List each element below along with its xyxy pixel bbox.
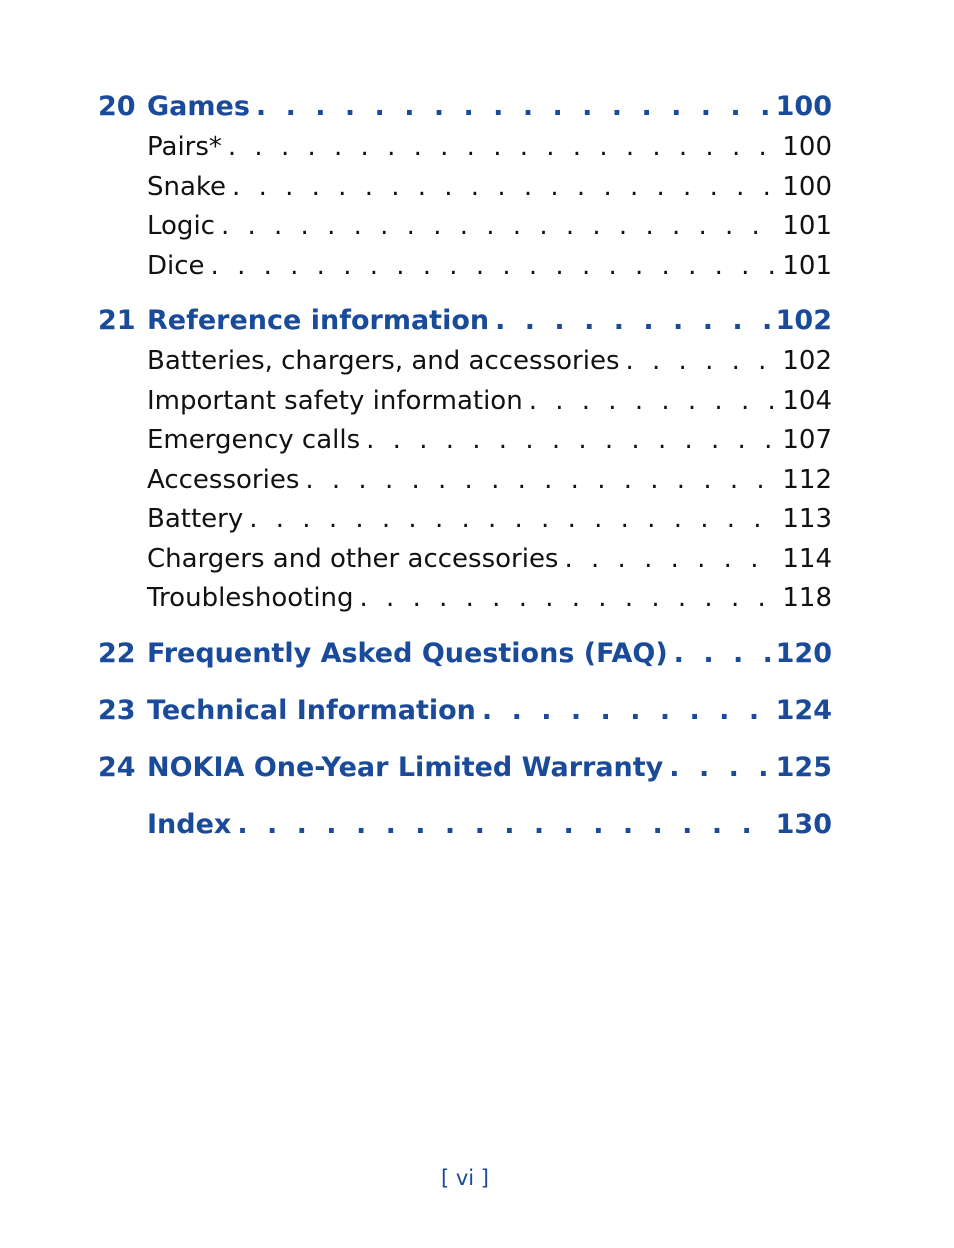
dot-leader <box>366 421 776 461</box>
dot-leader <box>626 342 777 382</box>
page-number: 100 <box>775 91 832 122</box>
dot-leader <box>482 690 770 732</box>
chapter-title: Technical Information <box>147 694 476 726</box>
toc-entry-reference-information[interactable] <box>98 300 832 342</box>
section-title: Snake <box>147 171 227 202</box>
spacer <box>98 619 832 633</box>
dot-leader <box>228 128 776 168</box>
page-number: 120 <box>775 637 832 669</box>
toc-entry-battery[interactable] <box>98 500 832 540</box>
page-footer-number: [ vi ] <box>441 1166 489 1190</box>
toc-entry-chargers-other[interactable] <box>98 540 832 580</box>
dot-leader <box>305 461 776 501</box>
dot-leader <box>669 747 769 789</box>
dot-leader <box>495 300 770 342</box>
dot-leader <box>360 579 777 619</box>
dot-leader <box>529 382 777 422</box>
toc-entry-troubleshooting[interactable] <box>98 579 832 619</box>
toc-entry-logic[interactable] <box>98 207 832 247</box>
toc-entry-games[interactable] <box>98 86 832 128</box>
toc-entry-dice[interactable] <box>98 247 832 287</box>
page-number: 100 <box>782 171 832 202</box>
section-title: Emergency calls <box>147 425 361 455</box>
chapter-number: 20 <box>98 91 136 122</box>
page-number: 130 <box>775 808 832 840</box>
toc-entry-faq[interactable] <box>98 633 832 675</box>
toc-entry-index[interactable] <box>98 804 832 846</box>
toc-entry-technical-information[interactable] <box>98 690 832 732</box>
section-title: Chargers and other accessories <box>147 543 559 574</box>
chapter-number: 23 <box>98 694 136 726</box>
section-title: Dice <box>147 250 205 281</box>
section-title: Pairs* <box>147 132 222 162</box>
chapter-title: NOKIA One-Year Limited Warranty <box>147 751 664 783</box>
page-number: 114 <box>782 543 832 574</box>
dot-leader <box>211 247 777 287</box>
toc-entry-snake[interactable] <box>98 168 832 208</box>
chapter-number: 22 <box>98 637 136 669</box>
toc-entry-emergency-calls[interactable] <box>98 421 832 461</box>
chapter-title: Games <box>147 91 250 122</box>
chapter-title: Frequently Asked Questions (FAQ) <box>147 637 668 669</box>
toc-chapter-20 <box>98 86 832 286</box>
dot-leader <box>674 633 770 675</box>
section-title: Troubleshooting <box>147 583 354 613</box>
section-title: Battery <box>147 504 244 534</box>
toc-entry-accessories[interactable] <box>98 461 832 501</box>
page-number: 104 <box>782 385 832 416</box>
section-title: Batteries, chargers, and accessories <box>147 346 620 376</box>
page-number: 102 <box>775 305 832 336</box>
spacer <box>98 675 832 690</box>
toc-entry-important-safety[interactable] <box>98 382 832 422</box>
dot-leader <box>221 207 776 247</box>
page-number: 100 <box>782 132 832 162</box>
page-number: 118 <box>782 583 832 613</box>
toc-entry-warranty[interactable] <box>98 747 832 789</box>
chapter-number: 24 <box>98 751 136 783</box>
toc-entry-pairs[interactable] <box>98 128 832 168</box>
page-number: 101 <box>782 211 832 241</box>
spacer <box>98 286 832 300</box>
table-of-contents <box>98 86 832 846</box>
spacer <box>98 789 832 804</box>
toc-chapter-21 <box>98 300 832 619</box>
chapter-title: Reference information <box>147 305 490 336</box>
section-title: Important safety information <box>147 385 523 416</box>
page-number: 113 <box>782 504 832 534</box>
dot-leader <box>256 86 770 128</box>
page-number: 125 <box>775 751 832 783</box>
dot-leader <box>232 168 776 208</box>
dot-leader <box>249 500 776 540</box>
chapter-title: Index <box>147 808 232 840</box>
page-number: 112 <box>782 464 832 495</box>
section-title: Accessories <box>147 464 300 495</box>
dot-leader <box>237 804 769 846</box>
page-number: 107 <box>782 425 832 455</box>
page-number: 124 <box>775 694 832 726</box>
page-number: 101 <box>782 250 832 281</box>
chapter-number: 21 <box>98 305 136 336</box>
toc-entry-batteries-chargers[interactable] <box>98 342 832 382</box>
dot-leader <box>564 540 776 580</box>
spacer <box>98 732 832 747</box>
page-number: 102 <box>782 346 832 376</box>
section-title: Logic <box>147 211 215 241</box>
